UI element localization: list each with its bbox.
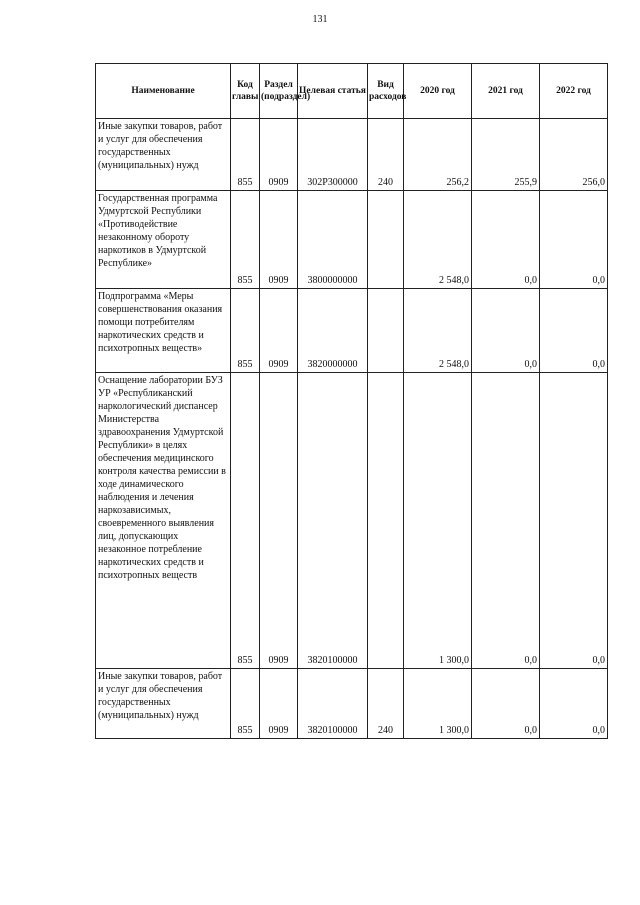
row-2021: 0,0 xyxy=(472,373,540,669)
table-row xyxy=(96,373,608,669)
row-vid xyxy=(368,289,404,373)
row-target: 3820100000 xyxy=(298,373,368,669)
row-2021: 0,0 xyxy=(472,191,540,289)
row-name: Государственная программа Удмуртской Республики «Противодействие незаконному обороту наркотиков в Удмуртской Республике» xyxy=(96,191,231,289)
row-target: 302P300000 xyxy=(298,119,368,191)
row-2021: 255,9 xyxy=(472,119,540,191)
row-vid xyxy=(368,191,404,289)
row-2020: 1 300,0 xyxy=(404,373,472,669)
header-name: Наименование xyxy=(96,64,231,119)
row-2020: 256,2 xyxy=(404,119,472,191)
header-2022: 2022 год xyxy=(540,64,608,119)
row-name: Оснащение лаборатории БУЗ УР «Республиканский наркологический диспансер Министерства здравоохранения Удмуртской Республики» в целях обеспечения медицинского контроля качества ремиссии в ходе динамического наблюдения и лечения наркозависимых, своевременного выявления лиц, допускающих незаконное потребление наркотических средств и психотропных веществ xyxy=(96,373,231,669)
row-vid: 240 xyxy=(368,119,404,191)
row-2020: 2 548,0 xyxy=(404,191,472,289)
table-row xyxy=(96,669,608,739)
table-row xyxy=(96,191,608,289)
row-glava: 855 xyxy=(231,669,260,739)
row-2022: 0,0 xyxy=(540,373,608,669)
row-2021: 0,0 xyxy=(472,289,540,373)
table-row xyxy=(96,289,608,373)
row-razdel: 0909 xyxy=(260,191,298,289)
header-glava: Код главы xyxy=(231,64,260,119)
header-vid: Вид расходов xyxy=(368,64,404,119)
row-razdel: 0909 xyxy=(260,289,298,373)
row-target: 3820100000 xyxy=(298,669,368,739)
row-target: 3820000000 xyxy=(298,289,368,373)
row-2020: 2 548,0 xyxy=(404,289,472,373)
row-razdel: 0909 xyxy=(260,373,298,669)
row-2022: 0,0 xyxy=(540,289,608,373)
row-glava: 855 xyxy=(231,119,260,191)
header-row xyxy=(96,64,608,119)
page-number: 131 xyxy=(312,14,328,25)
row-target: 3800000000 xyxy=(298,191,368,289)
row-name: Иные закупки товаров, работ и услуг для обеспечения государственных (муниципальных) нужд xyxy=(96,119,231,191)
header-target: Целевая статья xyxy=(298,64,368,119)
row-2020: 1 300,0 xyxy=(404,669,472,739)
table-row xyxy=(96,119,608,191)
row-name: Иные закупки товаров, работ и услуг для обеспечения государственных (муниципальных) нужд xyxy=(96,669,231,739)
row-2022: 0,0 xyxy=(540,669,608,739)
row-glava: 855 xyxy=(231,373,260,669)
budget-table xyxy=(95,63,608,739)
row-glava: 855 xyxy=(231,191,260,289)
row-razdel: 0909 xyxy=(260,669,298,739)
header-2021: 2021 год xyxy=(472,64,540,119)
row-vid: 240 xyxy=(368,669,404,739)
row-2022: 0,0 xyxy=(540,191,608,289)
row-name: Подпрограмма «Меры совершенствования оказания помощи потребителям наркотических средств и психотропных веществ» xyxy=(96,289,231,373)
row-razdel: 0909 xyxy=(260,119,298,191)
header-2020: 2020 год xyxy=(404,64,472,119)
header-razdel: Раздел (подраздел) xyxy=(260,64,298,119)
row-2021: 0,0 xyxy=(472,669,540,739)
row-2022: 256,0 xyxy=(540,119,608,191)
row-glava: 855 xyxy=(231,289,260,373)
row-vid xyxy=(368,373,404,669)
